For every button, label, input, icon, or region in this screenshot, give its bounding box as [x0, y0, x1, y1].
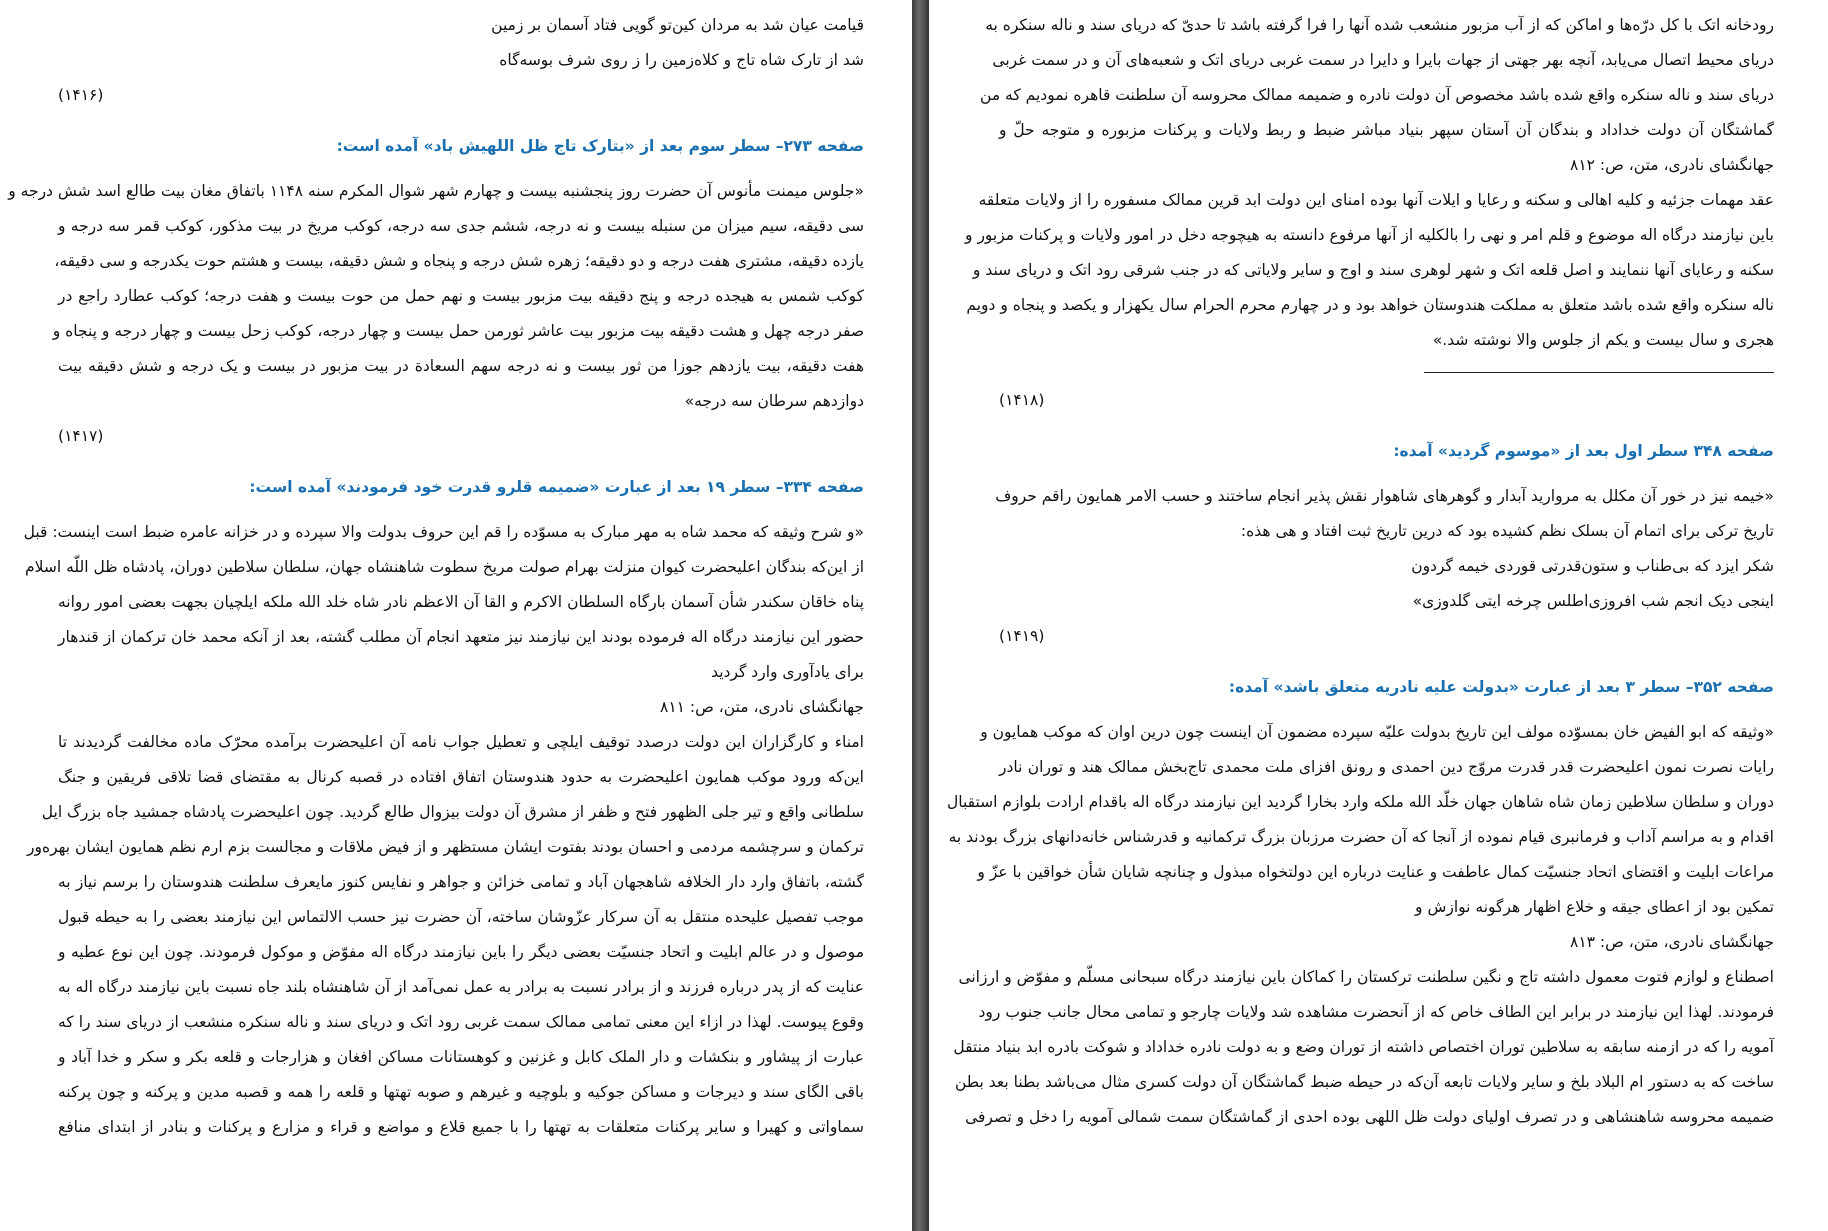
text-line: باین نیازمند درگاه اله موضوع و قلم امر و نهی را بالکلیه از آنها مرفوع دانسته به هیچوجه دخل در امور ولایات و پرکنات مزبور و	[965, 226, 1774, 244]
section-heading: صفحه ۳۴۸ سطر اول بعد از «موسوم گردید» آمده:	[1393, 442, 1774, 460]
text-line: رودخانه اتک با کل درّه‌ها و اماکن که از آب مزبور منشعب شده آنها را فرا گرفته باشد تا حدیّ که دریای سند و ناله سنکره به	[985, 16, 1774, 34]
text-line: ضمیمه محروسه شاهنشاهی و در تصرف اولیای دولت ظل اللهی بوده احدی از گماشتگان سمت شمالی آمویه را دخل و تصرفی	[965, 1108, 1774, 1126]
text-line: حضور این نیازمند درگاه اله فرموده بودند این نیازمند نیز متعهد انجام آن مطلب گشته، بعد از آنکه محمد خان ترکمان از قندهار	[58, 628, 864, 646]
text-line: سی دقیقه، سیم میزان من سنبله بیست و نه درجه، ششم جدی سه درجه، کوکب مریخ در بیت مذکور، کوکب قمر سه درجه و	[58, 217, 864, 235]
poem-line: شد از تارک شاه تاج و کلاه‌زمین را ز روی شرف بوسه‌گاه	[499, 51, 864, 69]
text-line: یازده دقیقه، مشتری هفت درجه و دو دقیقه؛ زهره شش درجه و پنجاه و شش دقیقه، بیست و هشتم حوت یکدرجه و سی دقیقه،	[54, 252, 864, 270]
section-heading: صفحه ۲۷۳– سطر سوم بعد از «بتارک تاج ظل اللهیش باد» آمده است:	[336, 137, 864, 155]
right-page	[929, 0, 1828, 1231]
text-line: این‌که ورود موکب همایون اعلیحضرت به حدود هندوستان اتفاق افتاده در قصبه کرنال به مقتضای قضا تلاقی فریقین و جنگ	[58, 768, 864, 786]
text-line: سلطانی واقع و تیر جلی الظهور فتح و ظفر از مشرق آن دولت بیزوال طالع گردید. چون اعلیحضرت پادشاه جمشید جاه بزرگ ایل	[41, 803, 864, 821]
poem-line: اینجی دیک انجم شب افروزی‌اطلس چرخه ایتی گلدوزی»	[1412, 592, 1774, 610]
text-line: تمکین بود از اعطای جیقه و خلاع اظهار هرگونه نوازش و	[1415, 898, 1774, 916]
poem-line: شکر ایزد که بی‌طناب و ستون‌قدرتی قوردی خیمه گردون	[1411, 557, 1774, 575]
text-line: پناه خاقان سکندر شأن آسمان بارگاه السلطان الاکرم و القا آن الاعظم نادر شاه خلد الله ملکه ایلچیان بجهت بعضی امور روانه	[58, 593, 864, 611]
text-line: دوران و سلطان سلاطین زمان شاه شاهان جهان خلّد الله ملکه وارد بخارا گردید این نیازمند درگاه اله باقدام ارادت بلوازم استقبال	[946, 793, 1774, 811]
citation: جهانگشای نادری، متن، ص: ۸۱۱	[660, 698, 864, 716]
section-heading: صفحه ۳۵۲– سطر ۳ بعد از عبارت «بدولت علیه نادریه متعلق باشد» آمده:	[1228, 678, 1774, 696]
text-line: اصطناع و لوازم فتوت معمول داشته تاج و نگین سلطنت ترکستان را کماکان باین نیازمند درگاه سبحانی مسلّم و مفوّض و ارزانی	[958, 968, 1774, 986]
footnote-rule	[1424, 372, 1774, 373]
text-line: مراعات ابلیت و اقتضای اتحاد جنسیّت کمال عاطفت و عنایت درباره این دولتخواه مبذول و چنانچه شایان شأن خواقین با عزّ و	[977, 863, 1774, 881]
text-line: عنایت که از پدر درباره فرزند و از برادر نسبت به برادر به عمل نمی‌آمد از آن شاهنشاه بلند جاه نسبت باین نیازمند درگاه اله به	[58, 978, 864, 996]
footnote-number: (۱۴۱۸)	[999, 391, 1045, 409]
text-line: دریای محیط اتصال می‌یابد، آنچه بهر جهتی از جهات بایرا و دایرا در سمت غربی دریای اتک و شعبه‌های آن و در سمت غربی	[992, 51, 1774, 69]
text-line: رایات نصرت نمون اعلیحضرت قدر قدرت مروّج دین احمدی و رونق افزای ملت محمدی تاج‌بخش ممالک هند و توران نادر	[999, 758, 1774, 776]
text-line: برای یادآوری وارد گردید	[711, 663, 864, 681]
text-line: دریای سند و ناله سنکره واقع شده باشد مخصوص آن دولت نادره و ضمیمه ممالک محروسه آن سلطنت قاهره نمودیم که من	[980, 86, 1774, 104]
section-heading: صفحه ۳۳۴– سطر ۱۹ بعد از عبارت «ضمیمه قلرو قدرت خود فرمودند» آمده است:	[249, 478, 864, 496]
text-line: باقی الگای سند و دیرجات و مساکن جوکیه و بلوچیه و غیرهم و صوبه تهتها و قلعه را همه و قصبه مدین و پرکنه و چون پرکنه	[58, 1083, 864, 1101]
text-line: ساخت که به دستور ام البلاد بلخ و سایر ولایات تابعه آن‌که در حیطه ضبط گماشتگان آن دولت کسری مثال می‌باشد بطنا بعد بطن	[954, 1073, 1774, 1091]
text-line: تاریخ ترکی برای اتمام آن بسلک نظم کشیده بود که درین تاریخ ثبت افتاد و هی هذه:	[1240, 522, 1774, 540]
footnote-number: (۱۴۱۹)	[999, 627, 1045, 645]
text-line: گماشتگان آن دولت خداداد و بندگان آن آستان سپهر بنیاد مباشر ضبط و ربط ولایات و پرکنات مزبوره و متوجه حلّ و	[999, 121, 1774, 139]
text-line: کوکب شمس به هیجده درجه و پنج دقیقه بیت مزبور بیست و نهم حمل من حوت بیست و هفت درجه؛ کوکب عطارد راجع در	[58, 287, 864, 305]
footnote-number: (۱۴۱۷)	[58, 427, 104, 445]
text-line: سماواتی و کهیرا و سایر پرکنات متعلقات به تهتها را با جمیع قلاع و مواضع و قراء و مزارع و پرکنات و بنادر از ابتدای منافع	[58, 1118, 864, 1136]
text-line: ناله سنکره واقع شده باشد متعلق به مملکت هندوستان خواهد بود و در چهارم محرم الحرام سال یکهزار و یکصد و پنجاه و دویم	[966, 296, 1774, 314]
text-line: هفت دقیقه، بیت یازدهم جوزا من ثور بیست و نه درجه سهم السعادة در بیت مزبور در بیست و یک درجه و شش دقیقه بیت	[58, 357, 864, 375]
text-line: «و شرح وثیقه که محمد شاه به مهر مبارک به مسوّده را قم این حروف بدولت والا سپرده و در خزانه عامره ضبط است اینست: قبل	[23, 523, 864, 541]
text-line: موصول و در عالم ابلیت و اتحاد جنسیّت بعضی دیگر را باین نیازمند درگاه اله مفوّض و موکول فرمودند. چون این نوع عطیه و	[58, 943, 864, 961]
text-line: صفر درجه چهل و هشت دقیقه بیت مزبور بیت عاشر ثورمن حمل بیست و چهار درجه، کوکب زحل بیست و چهار درجه و پنجاه و	[52, 322, 864, 340]
text-line: آمویه را که در ازمنه سابقه به سلاطین توران اختصاص داشته از توران وضع و به دولت نادره خداداد و شوکت بادره ابد بنیاد منتقل	[953, 1038, 1774, 1056]
text-line: عبارت از پیشاور و بنکشات و دار الملک کابل و غزنین و کوهستانات مساکن افغان و هزارجات و قلعه بکر و سکر و خدا آباد و	[58, 1048, 864, 1066]
text-line: ترکمان و سرچشمه مردمی و احسان بودند بفتوت ایشان مستظهر و از فیض ملاقات و مجالست بزم ارم نظم همایون ایشان بهره‌ور	[27, 838, 864, 856]
text-line: «خیمه نیز در خور آن مکلل به مروارید آبدار و گوهرهای شاهوار نقش پذیر انجام ساختند و حسب الامر همایون راقم حروف	[995, 487, 1774, 505]
text-line: اقدام و به مراسم آداب و فرمانبری قیام نموده از آنجا که آن حضرت مرزبان بزرگ ترکمانیه و قدرشناس خانه‌دانهای بزرگ بودند به	[948, 828, 1774, 846]
citation: جهانگشای نادری، متن، ص: ۸۱۳	[1570, 933, 1774, 951]
poem-line: قیامت عیان شد به مردان کین‌تو گویی فتاد آسمان بر زمین	[491, 16, 864, 34]
footnote-number: (۱۴۱۶)	[58, 86, 104, 104]
text-line: «وثیقه که ابو الفیض خان بمسوّده مولف این تاریخ بدولت علیّه سپرده مضمون آن اینست چون درین اوان که موکب همایون و	[980, 723, 1774, 741]
text-line: وقوع پیوست. لهذا در ازاء این معنی تمامی ممالک سمت غربی رود اتک و دریای سند و ناله سنکره منشعب از دریای سند را که	[58, 1013, 864, 1031]
left-page	[0, 0, 912, 1231]
text-line: موجب تفصیل علیحده منتقل به آن سرکار عزّوشان ساخته، آن حضرت نیز حسب الالتماس این نیازمند بعضی را به حیطه قبول	[58, 908, 864, 926]
text-line: هجری و سال بیست و یکم از جلوس والا نوشته شد.»	[1432, 331, 1774, 349]
text-line: فرمودند. لهذا این نیازمند در برابر این الطاف خاص که از آنحضرت مشاهده شد ولایات چارجو و تمامی محال جانب جنوب رود	[978, 1003, 1774, 1021]
text-line: عقد مهمات جزئیه و کلیه اهالی و سکنه و رعایا و ایلات آنها بوده امنای این دولت ابد قرین ممالک مسفوره را از ولایات متعلقه	[978, 191, 1774, 209]
text-line: سکنه و رعایای آنها ننمایند و اصل قلعه اتک و شهر لوهری سند و اوج و سایر ولایاتی که در جنب شرقی رود اتک و دریای سند و	[972, 261, 1774, 279]
text-line: دوازدهم سرطان سه درجه»	[684, 392, 864, 410]
book-gutter	[912, 0, 929, 1231]
text-line: امناء و کارگزاران این دولت درصدد توقیف ایلچی و تعطیل جواب نامه آن اعلیحضرت برآمده محرّک ماده مخالفت گردیدند تا	[58, 733, 864, 751]
citation: جهانگشای نادری، متن، ص: ۸۱۲	[1570, 156, 1774, 174]
text-line: «جلوس میمنت مأنوس آن حضرت روز پنجشنبه بیست و چهارم شهر شوال المکرم سنه ۱۱۴۸ باتفاق مغان بیت طالع اسد شش درجه و	[8, 182, 864, 200]
text-line: گشته، باتفاق وارد دار الخلافه شاهجهان آباد و تمامی خزائن و جواهر و نفایس کنوز مایعرف سلطنت هندوستان را برسم نیاز به	[58, 873, 864, 891]
text-line: از این‌که بندگان اعلیحضرت کیوان منزلت بهرام صولت مریخ سطوت شاهنشاه جهان، سلطان سلاطین دوران، پادشاه ظل اللّه اسلام	[25, 558, 864, 576]
